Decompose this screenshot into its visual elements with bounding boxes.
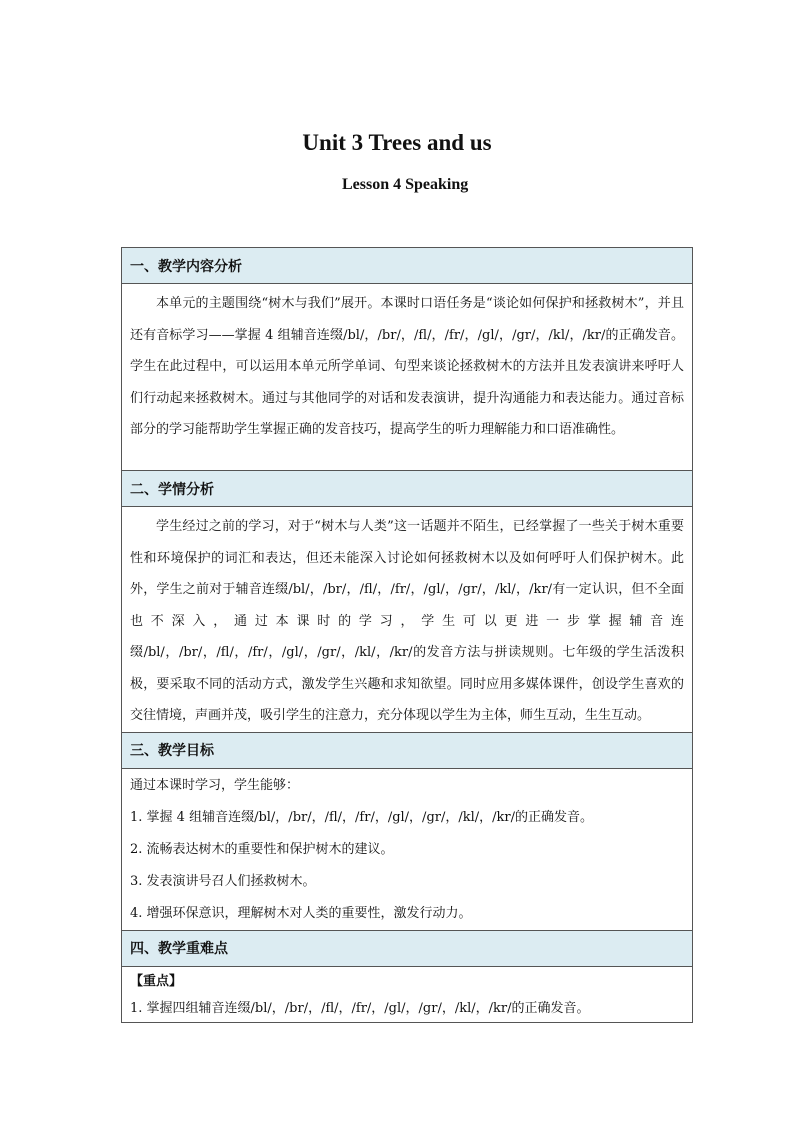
section-header-teaching-goals xyxy=(122,732,693,768)
list-item: 3. 发表演讲号召人们拯救树木。 xyxy=(130,873,316,889)
document-subtitle: Lesson 4 Speaking xyxy=(342,176,469,193)
list-item: 1. 掌握四组辅音连缀/bl/，/br/，/fl/，/fr/，/gl/，/gr/，/kl/，/kr/的正确发音。 xyxy=(130,1000,590,1016)
section-heading: 二、学情分析 xyxy=(122,471,693,507)
section-paragraph: 本单元的主题围绕“树木与我们”展开。本课时口语任务是“谈论如何保护和拯救树木”，并且还有音标学习——掌握 4 组辅音连缀/bl/，/br/，/fl/，/fr/，/gl/，/gr/，/kl/，/kr/的正确发音。学生在此过程中，可以运用本单元所学单词、句型来谈论拯救树木的方法并且发表演讲来呼吁人们行动起来拯救树木。通过与其他同学的对话和发表演讲，提升沟通能力和表达能力。通过音标部分的学习能帮助学生掌握正确的发音技巧，提高学生的听力理解能力和口语准确性。 xyxy=(130,296,684,437)
section-body-content-analysis xyxy=(122,284,693,471)
section-body-key-points xyxy=(122,966,693,1022)
list-item: 4. 增强环保意识，理解树木对人类的重要性，激发行动力。 xyxy=(130,905,472,921)
document-title: Unit 3 Trees and us xyxy=(302,130,492,155)
section-heading: 三、教学目标 xyxy=(122,732,693,768)
section-paragraph: 学生经过之前的学习，对于“树木与人类”这一话题并不陌生，已经掌握了一些关于树木重要性和环境保护的词汇和表达，但还未能深入讨论如何拯救树木以及如何呼吁人们保护树木。此外，学生之前对于辅音连缀/bl/，/br/，/fl/，/fr/，/gl/，/gr/，/kl/，/kr/有一定认识，但不全面也不深入，通过本课时的学习，学生可以更进一步掌握辅音连缀/bl/，/br/，/fl/，/fr/，/gl/，/gr/，/kl/，/kr/的发音方法与拼读规则。七年级的学生活泼积极，要采取不同的活动方式，激发学生兴趣和求知欲望。同时应用多媒体课件，创设学生喜欢的交往情境，声画并茂，吸引学生的注意力，充分体现以学生为主体，师生互动，生生互动。 xyxy=(130,519,684,723)
section-header-key-points xyxy=(122,930,693,966)
key-points-label: 【重点】 xyxy=(130,973,183,989)
list-item: 1. 掌握 4 组辅音连缀/bl/，/br/，/fl/，/fr/，/gl/，/gr/，/kl/，/kr/的正确发音。 xyxy=(130,809,594,825)
section-body-teaching-goals xyxy=(122,768,693,930)
section-body-student-analysis xyxy=(122,507,693,733)
list-item: 2. 流畅表达树木的重要性和保护树木的建议。 xyxy=(130,841,394,857)
section-heading: 一、教学内容分析 xyxy=(122,248,693,284)
section-heading: 四、教学重难点 xyxy=(122,930,693,966)
goals-intro: 通过本课时学习，学生能够： xyxy=(130,777,300,793)
section-header-student-analysis xyxy=(122,471,693,507)
section-header-content-analysis xyxy=(122,248,693,284)
lesson-plan-table xyxy=(121,247,693,1023)
